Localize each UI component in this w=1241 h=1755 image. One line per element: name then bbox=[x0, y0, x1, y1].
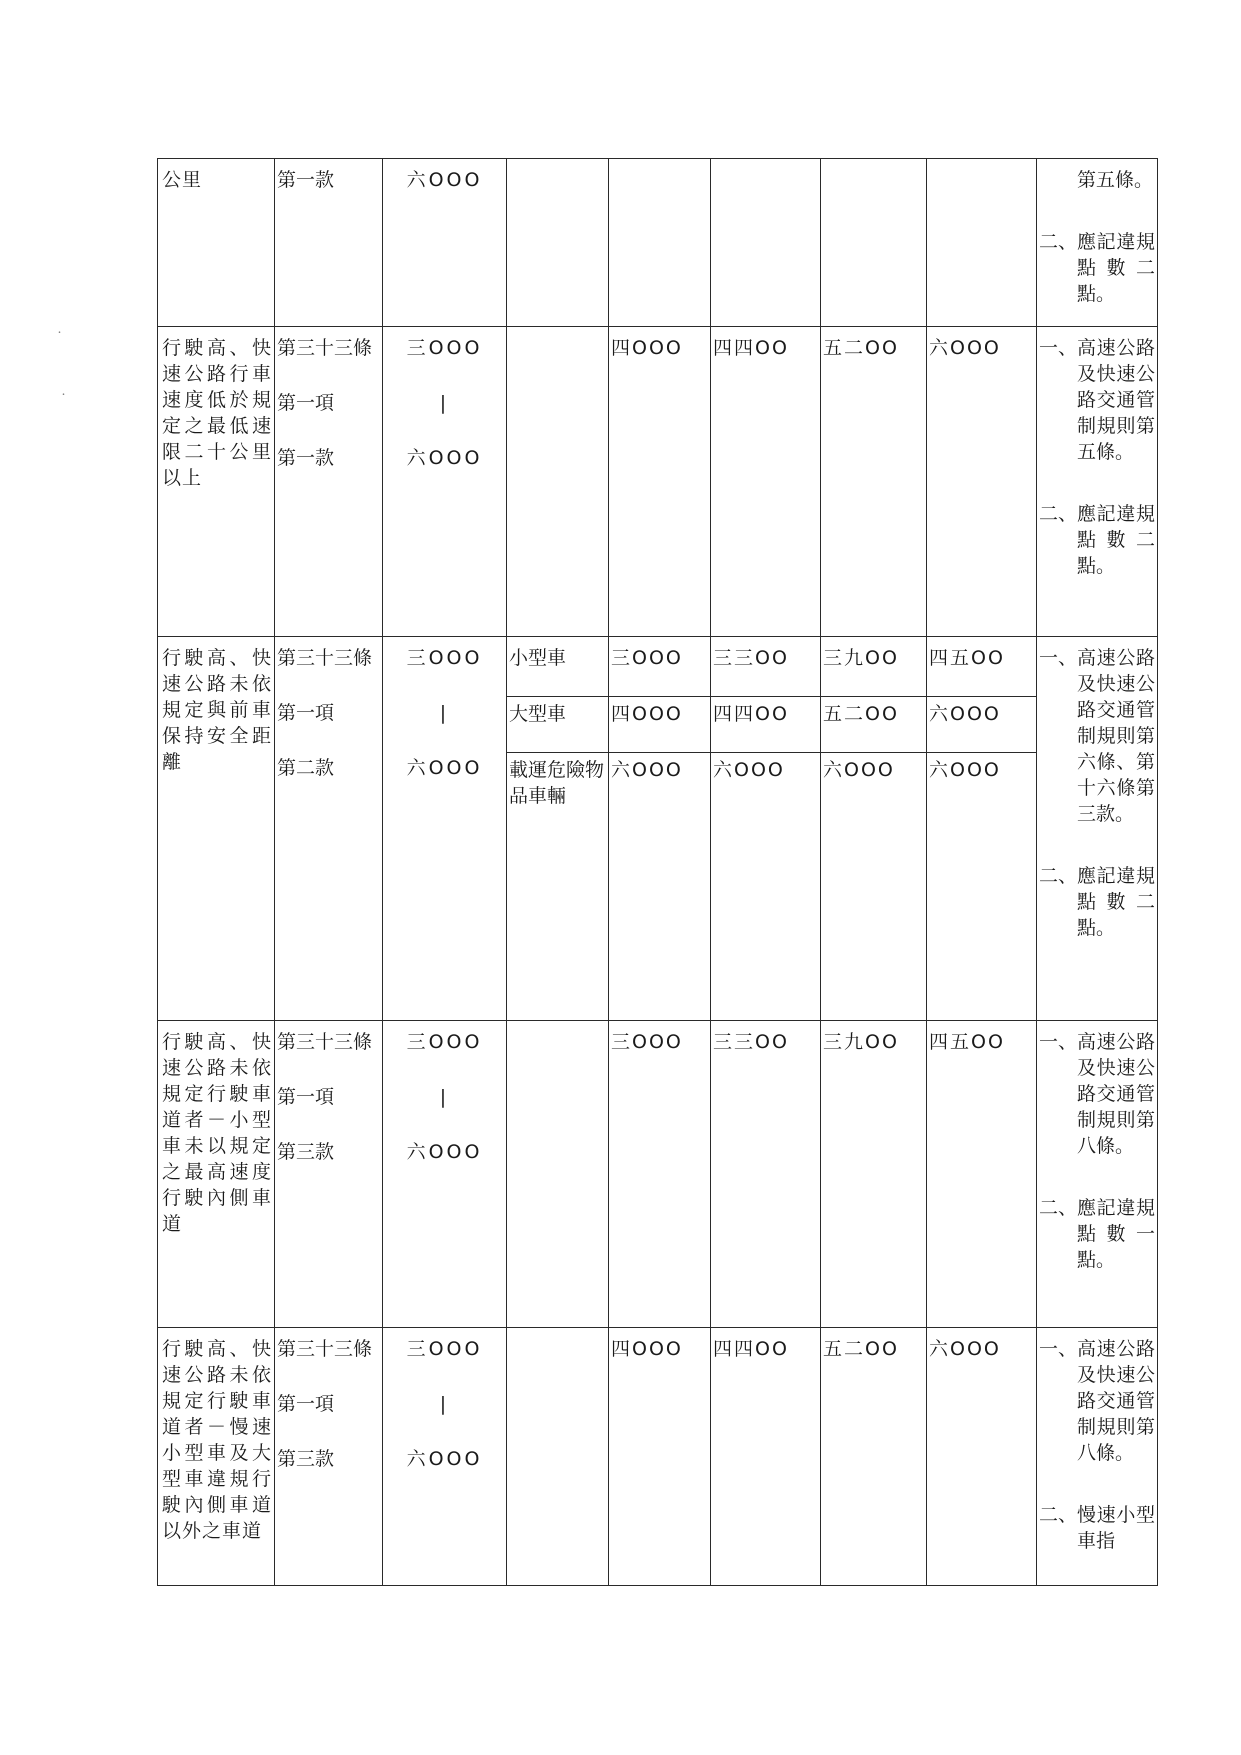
fine-amount-cell bbox=[609, 637, 711, 1021]
fine-range-line: 六OOO bbox=[406, 169, 483, 191]
fine-amount-cell bbox=[821, 1328, 927, 1586]
fine-amount: 五二OO bbox=[823, 337, 899, 359]
fine-amount: 四四OO bbox=[711, 696, 820, 752]
vehicle-type-cell bbox=[507, 1328, 609, 1586]
remark-marker bbox=[1039, 167, 1077, 193]
vehicle-type-label bbox=[509, 1029, 606, 1084]
remark-text: 高速公路及快速公路交通管制規則第五條。 bbox=[1077, 337, 1155, 463]
remark-text: 高速公路及快速公路交通管制規則第八條。 bbox=[1077, 1338, 1155, 1464]
fine-amount-cell bbox=[711, 327, 821, 637]
legal-article-line: 第三十三條 bbox=[277, 1031, 373, 1053]
remark-item bbox=[1039, 863, 1155, 941]
legal-article-line: 第三十三條 bbox=[277, 1338, 373, 1360]
statutory-fine-range-cell bbox=[383, 159, 507, 327]
legal-article-cell bbox=[275, 637, 383, 1021]
violation-description-cell bbox=[158, 327, 275, 637]
legal-article-line: 第一項 bbox=[277, 1086, 335, 1108]
fine-schedule-table bbox=[157, 158, 1158, 1586]
vehicle-type-label: 大型車 bbox=[507, 696, 608, 752]
remark-item bbox=[1039, 1336, 1155, 1466]
remark-text: 應記違規點數一點。 bbox=[1077, 1197, 1155, 1271]
fine-range-line: | bbox=[439, 392, 450, 414]
fine-amount: 三OOO bbox=[611, 647, 683, 669]
legal-article-line: 第一項 bbox=[277, 392, 335, 414]
fine-amount-cell bbox=[711, 1328, 821, 1586]
fine-amount-cell bbox=[927, 159, 1037, 327]
remark-item bbox=[1039, 335, 1155, 465]
remark-marker: 二、 bbox=[1039, 231, 1078, 253]
fine-range-line: 六OOO bbox=[406, 1448, 483, 1470]
table-row bbox=[158, 159, 1158, 327]
fine-amount: 五二OO bbox=[821, 696, 926, 752]
statutory-fine-range-cell bbox=[383, 1021, 507, 1328]
statutory-fine-range-cell bbox=[383, 637, 507, 1021]
fine-amount-cell bbox=[609, 1328, 711, 1586]
remarks-cell bbox=[1037, 1328, 1158, 1586]
fine-amount-cell bbox=[609, 1021, 711, 1328]
vehicle-type-cell bbox=[507, 1021, 609, 1328]
fine-range-line: | bbox=[439, 1086, 450, 1108]
violation-description-cell bbox=[158, 1328, 275, 1586]
fine-amount-cell bbox=[927, 327, 1037, 637]
fine-amount: 六OOO bbox=[821, 752, 926, 808]
remark-marker: 一、 bbox=[1039, 1338, 1078, 1360]
remark-item bbox=[1039, 1502, 1155, 1554]
fine-amount-cell bbox=[609, 327, 711, 637]
fine-amount: 六OOO bbox=[927, 696, 1036, 752]
legal-article-line: 第三十三條 bbox=[277, 337, 373, 359]
fine-amount: 四四OO bbox=[713, 1338, 789, 1360]
fine-amount-cell bbox=[927, 1328, 1037, 1586]
legal-article-line: 第一項 bbox=[277, 702, 335, 724]
remarks-cell bbox=[1037, 159, 1158, 327]
fine-amount: 三九OO bbox=[823, 647, 899, 669]
remark-marker: 一、 bbox=[1039, 647, 1078, 669]
remark-text: 應記違規點數二點。 bbox=[1077, 865, 1155, 939]
legal-article-line: 第三款 bbox=[277, 1141, 335, 1163]
legal-article-line: 第三款 bbox=[277, 1448, 335, 1470]
remark-marker: 二、 bbox=[1039, 865, 1078, 887]
remark-text: 應記違規點數二點。 bbox=[1077, 231, 1155, 305]
remark-item bbox=[1039, 229, 1155, 307]
fine-range-line: 三OOO bbox=[406, 1031, 483, 1053]
fine-amount: 六OOO bbox=[929, 1338, 1001, 1360]
violation-description-cell bbox=[158, 1021, 275, 1328]
remark-marker: 二、 bbox=[1039, 1197, 1078, 1219]
legal-article-line: 第一項 bbox=[277, 1393, 335, 1415]
vehicle-type-cell bbox=[507, 327, 609, 637]
fine-amount: 四五OO bbox=[929, 647, 1005, 669]
fine-amount: 三三OO bbox=[713, 647, 789, 669]
fine-amount: 四OOO bbox=[611, 337, 683, 359]
legal-article-line: 第一款 bbox=[277, 447, 335, 469]
fine-amount: 四OOO bbox=[611, 1338, 683, 1360]
legal-article-cell bbox=[275, 1328, 383, 1586]
fine-amount-cell bbox=[821, 159, 927, 327]
table-row bbox=[158, 1328, 1158, 1586]
remarks-cell bbox=[1037, 327, 1158, 637]
vehicle-type-label bbox=[509, 1336, 606, 1391]
fine-amount: 四OOO bbox=[609, 696, 710, 752]
table-row bbox=[158, 637, 1158, 1021]
remark-item bbox=[1039, 167, 1155, 193]
legal-article-cell bbox=[275, 159, 383, 327]
violation-description: 行駛高、快速公路未依規定行駛車道者－小型車未以規定之最高速度行駛內側車道 bbox=[162, 1031, 272, 1235]
violation-description: 行駛高、快速公路未依規定與前車保持安全距離 bbox=[162, 647, 272, 773]
fine-range-line: 三OOO bbox=[406, 1338, 483, 1360]
statutory-fine-range-cell bbox=[383, 1328, 507, 1586]
fine-amount: 四四OO bbox=[713, 337, 789, 359]
remarks-cell bbox=[1037, 637, 1158, 1021]
fine-amount: 五二OO bbox=[823, 1338, 899, 1360]
scan-speck: ˙ bbox=[60, 392, 67, 408]
fine-amount-cell bbox=[609, 159, 711, 327]
remark-text: 高速公路及快速公路交通管制規則第八條。 bbox=[1077, 1031, 1155, 1157]
violation-description: 行駛高、快速公路行車速度低於規定之最低速限二十公里以上 bbox=[162, 337, 272, 489]
table-row bbox=[158, 1021, 1158, 1328]
remark-marker: 二、 bbox=[1039, 503, 1078, 525]
fine-range-line: 六OOO bbox=[406, 1141, 483, 1163]
statutory-fine-range-cell bbox=[383, 327, 507, 637]
fine-amount: 六OOO bbox=[927, 752, 1036, 808]
legal-article-cell bbox=[275, 1021, 383, 1328]
remark-marker: 一、 bbox=[1039, 1031, 1078, 1053]
fine-amount-cell bbox=[821, 1021, 927, 1328]
fine-amount: 六OOO bbox=[929, 337, 1001, 359]
violation-description-cell bbox=[158, 637, 275, 1021]
fine-range-line: | bbox=[439, 702, 450, 724]
legal-article-line: 第二款 bbox=[277, 757, 335, 779]
legal-article-cell bbox=[275, 327, 383, 637]
legal-article-line: 第一款 bbox=[277, 169, 335, 191]
fine-range-line: 三OOO bbox=[406, 647, 483, 669]
remark-text: 第五條。 bbox=[1077, 169, 1154, 191]
fine-amount: 六OOO bbox=[711, 752, 820, 808]
fine-amount-cell bbox=[711, 637, 821, 1021]
violation-description: 公里 bbox=[162, 169, 203, 191]
scan-speck: ˙ bbox=[56, 330, 63, 346]
violation-description-cell bbox=[158, 159, 275, 327]
fine-range-line: | bbox=[439, 1393, 450, 1415]
fine-amount: 三三OO bbox=[713, 1031, 789, 1053]
fine-range-line: 三OOO bbox=[406, 337, 483, 359]
violation-description: 行駛高、快速公路未依規定行駛車道者－慢速小型車及大型車違規行駛內側車道以外之車道 bbox=[162, 1338, 272, 1542]
fine-amount-cell bbox=[927, 1021, 1037, 1328]
fine-amount-cell bbox=[711, 1021, 821, 1328]
table-row bbox=[158, 327, 1158, 637]
fine-amount: 三OOO bbox=[611, 1031, 683, 1053]
remark-text: 應記違規點數二點。 bbox=[1077, 503, 1155, 577]
vehicle-type-label: 小型車 bbox=[509, 647, 567, 669]
remark-marker: 一、 bbox=[1039, 337, 1078, 359]
fine-amount-cell bbox=[711, 159, 821, 327]
remark-item bbox=[1039, 501, 1155, 579]
remark-text: 高速公路及快速公路交通管制規則第六條、第十六條第三款。 bbox=[1077, 647, 1155, 825]
remark-item bbox=[1039, 645, 1155, 827]
remarks-cell bbox=[1037, 1021, 1158, 1328]
vehicle-type-cell bbox=[507, 159, 609, 327]
fine-amount: 六OOO bbox=[609, 752, 710, 808]
fine-range-line: 六OOO bbox=[406, 757, 483, 779]
fine-amount-cell bbox=[927, 637, 1037, 1021]
fine-amount-cell bbox=[821, 637, 927, 1021]
remark-marker: 二、 bbox=[1039, 1504, 1078, 1526]
fine-range-line: 六OOO bbox=[406, 447, 483, 469]
legal-article-line: 第三十三條 bbox=[277, 647, 373, 669]
remark-item bbox=[1039, 1029, 1155, 1159]
fine-amount: 三九OO bbox=[823, 1031, 899, 1053]
remark-item bbox=[1039, 1195, 1155, 1273]
remark-text: 慢速小型車指 bbox=[1077, 1504, 1155, 1552]
fine-amount-cell bbox=[821, 327, 927, 637]
vehicle-type-label: 載運危險物品車輛 bbox=[507, 752, 608, 808]
vehicle-type-cell bbox=[507, 637, 609, 1021]
vehicle-type-label bbox=[509, 335, 606, 390]
fine-amount: 四五OO bbox=[929, 1031, 1005, 1053]
